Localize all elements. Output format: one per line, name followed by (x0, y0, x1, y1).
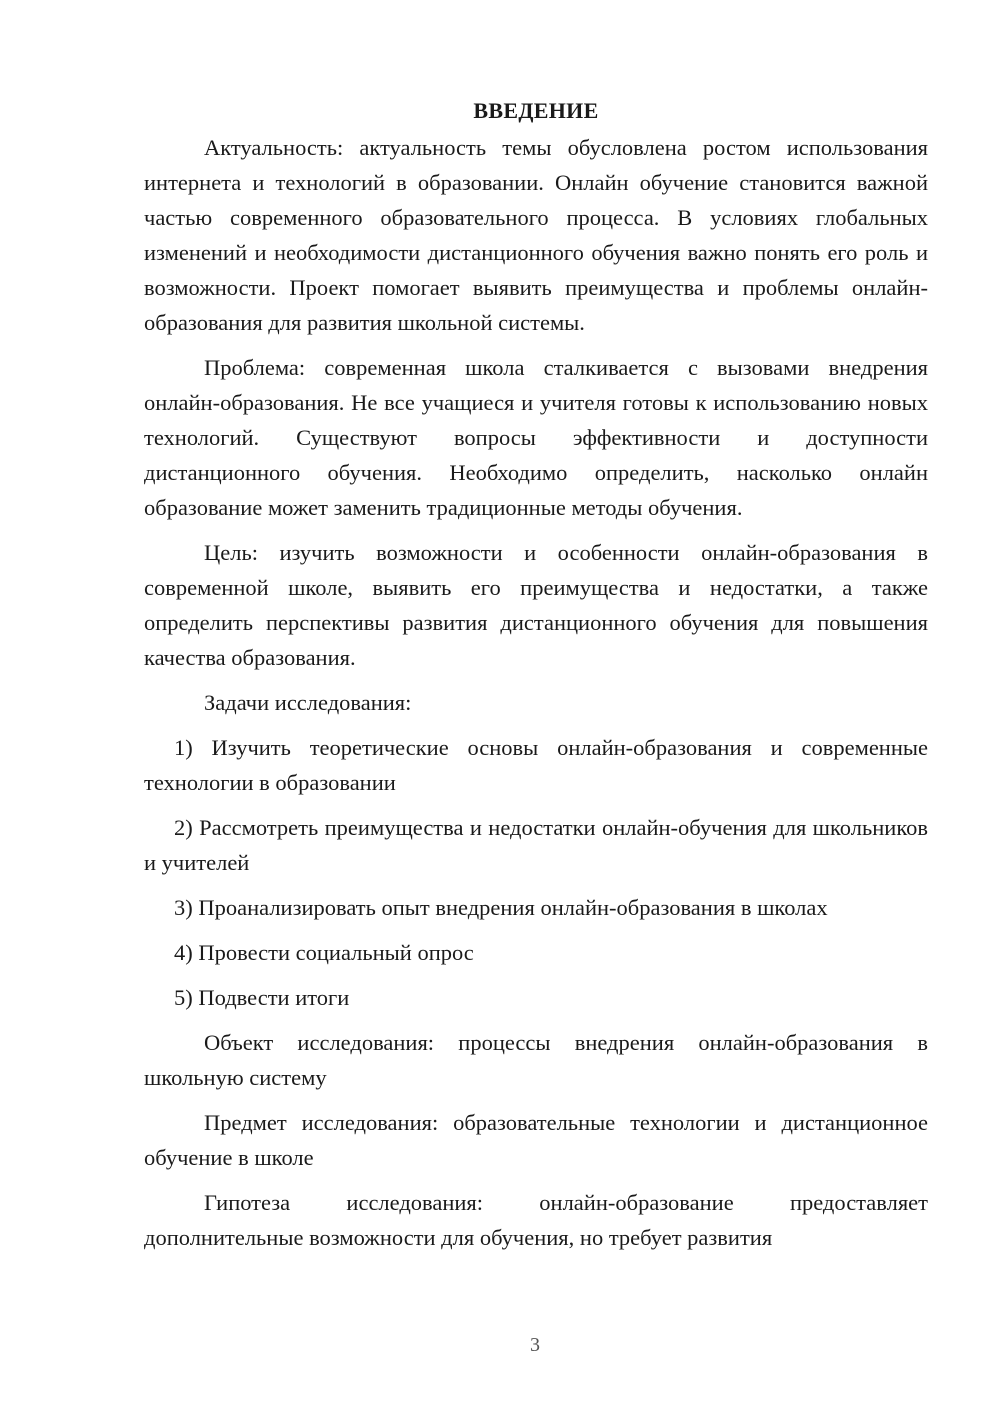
page-number: 3 (530, 1334, 540, 1356)
goal-paragraph: Цель: изучить возможности и особенности онлайн-образования в современной школе, выявить его преимущества и недостатки, а также определить перспективы развития дистанционного обучения для повышения качества образования. (144, 540, 928, 670)
section-title: ВВЕДЕНИЕ (473, 98, 599, 123)
object-paragraph: Объект исследования: процессы внедрения онлайн-образования в школьную систему (144, 1030, 928, 1090)
task-item-3: 3) Проанализировать опыт внедрения онлайн-образования в школах (174, 895, 828, 920)
relevance-paragraph: Актуальность: актуальность темы обусловлена ростом использования интернета и технологий в образовании. Онлайн обучение становится важной частью современного образовательного процесса. В условиях глобальных изменений и необходимости дистанционного обучения важно понять его роль и возможности. Проект помогает выявить преимущества и проблемы онлайн-образования для развития школьной системы. (144, 135, 928, 335)
task-item-4: 4) Провести социальный опрос (174, 940, 474, 965)
task-item-2: 2) Рассмотреть преимущества и недостатки онлайн-обучения для школьников и учителей (144, 815, 928, 875)
tasks-heading: Задачи исследования: (204, 690, 412, 715)
page-content (144, 96, 928, 1255)
subject-paragraph: Предмет исследования: образовательные технологии и дистанционное обучение в школе (144, 1110, 928, 1170)
task-item-1: 1) Изучить теоретические основы онлайн-образования и современные технологии в образовании (144, 735, 928, 795)
task-item-5: 5) Подвести итоги (174, 985, 350, 1010)
problem-paragraph: Проблема: современная школа сталкивается с вызовами внедрения онлайн-образования. Не все учащиеся и учителя готовы к использованию новых технологий. Существуют вопросы эффективности и доступности дистанционного обучения. Необходимо определить, насколько онлайн образование может заменить традиционные методы обучения. (144, 355, 928, 520)
hypothesis-paragraph: Гипотеза исследования: онлайн-образование предоставляет дополнительные возможности для обучения, но требует развития (144, 1190, 928, 1250)
